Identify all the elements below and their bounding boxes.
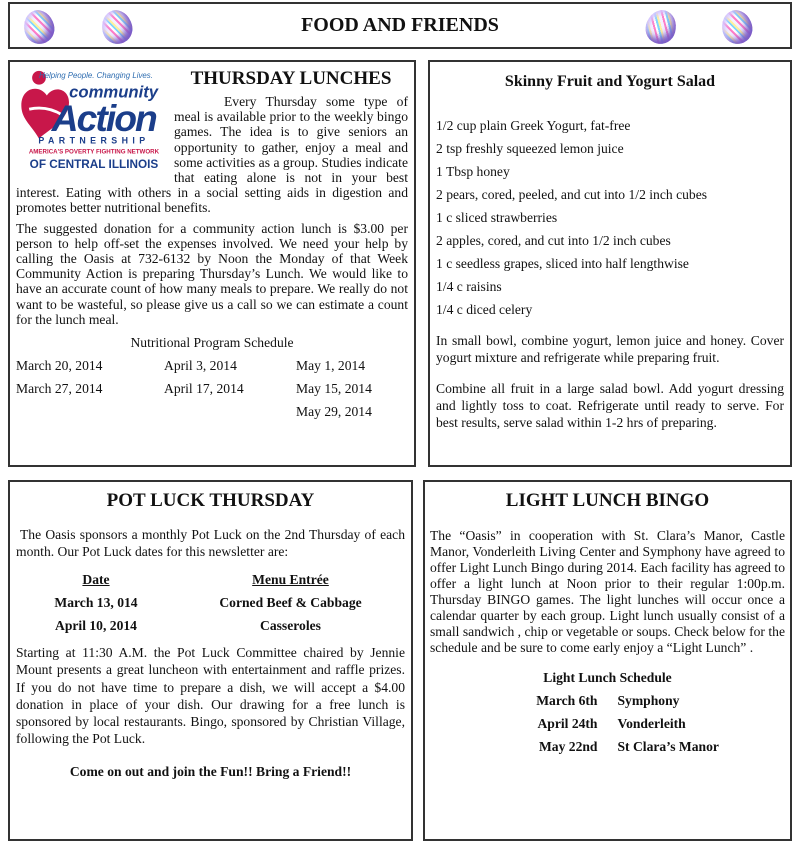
potluck-intro: The Oasis sponsors a monthly Pot Luck on the 2nd Thursday of each month. Our Pot Luck dates for this newsletter are: [16,527,405,559]
section-title: THURSDAY LUNCHES [190,68,392,89]
bingo-date: May 22nd [538,739,598,754]
ingredient: 2 tsp freshly squeezed lemon juice [436,141,624,156]
easter-egg-icon [642,7,680,48]
schedule-title: Light Lunch Schedule [543,670,672,685]
svg-text:Helping People. Changing Lives: Helping People. Changing Lives. [39,70,153,80]
recipe-step: Combine all fruit in a large salad bowl. Add yogurt dressing and lightly toss to coat. Refrigerate until ready to serve. For best results, serve salad within 1-2 hrs of preparing. [436,381,784,430]
schedule-date: May 29, 2014 [296,404,372,420]
potluck-closing: Come on out and join the Fun!! Bring a Friend!! [69,763,352,779]
schedule-date: April 17, 2014 [164,381,244,397]
potluck-body: Starting at 11:30 A.M. the Pot Luck Committee chaired by Jennie Mount presents a great luncheon with entertainment and raffle prizes. If you do not have time to prepare a dish, we will accept a $4.00 donation in place of your dish. Our drawing for a free lunch is sponsored by local restaurants. Bingo, sponsored by Christian Village, following the Pot Luck. [16,645,405,747]
schedule-date: March 27, 2014 [16,381,103,397]
date-header: Date [82,572,110,587]
section-title: POT LUCK THURSDAY [106,490,315,511]
schedule-date: May 1, 2014 [296,358,366,374]
ingredient: 1 c seedless grapes, sliced into half lengthwise [436,256,689,271]
easter-egg-icon [718,7,756,48]
schedule-title: Nutritional Program Schedule [130,335,294,351]
ingredient: 1/2 cup plain Greek Yogurt, fat-free [436,118,631,133]
page-title: FOOD AND FRIENDS [301,14,499,36]
svg-text:community: community [69,82,159,102]
ingredient: 1 c sliced strawberries [436,210,558,225]
potluck-table [16,572,405,634]
schedule-date: March 20, 2014 [16,358,103,374]
ingredient: 2 pears, cored, peeled, and cut into 1/2 inch cubes [436,187,708,202]
recipe-title: Skinny Fruit and Yogurt Salad [504,73,716,90]
ingredient: 1/4 c diced celery [436,302,533,317]
potluck-menu: Corned Beef & Cabbage [219,595,362,610]
potluck-date: March 13, 014 [54,595,138,610]
potluck-date: April 10, 2014 [55,618,137,633]
svg-text:PARTNERSHIP: PARTNERSHIP [38,135,150,146]
schedule-date: April 3, 2014 [164,358,237,374]
ingredient: 1 Tbsp honey [436,164,510,179]
schedule-date: May 15, 2014 [296,381,372,397]
svg-text:Action: Action [51,96,156,139]
recipe-step: In small bowl, combine yogurt, lemon juice and honey. Cover yogurt mixture and refrigerate while preparing fruit. [436,333,784,365]
light-lunch-bingo-section [423,480,792,841]
header-banner [8,2,792,49]
bingo-host: Symphony [617,693,680,708]
svg-text:AMERICA'S POVERTY FIGHTING NET: AMERICA'S POVERTY FIGHTING NETWORK [28,148,160,156]
bingo-date: March 6th [536,693,598,708]
schedule-table [16,358,408,420]
potluck-menu: Casseroles [260,618,321,633]
ingredient: 2 apples, cored, and cut into 1/2 inch cubes [436,233,671,248]
bingo-host: Vonderleith [617,716,686,731]
bingo-schedule [430,693,785,755]
ingredient: 1/4 c raisins [436,279,502,294]
recipe-section [428,60,792,467]
svg-text:OF CENTRAL ILLINOIS: OF CENTRAL ILLINOIS [29,158,159,172]
section-title: LIGHT LUNCH BINGO [505,490,710,511]
thursday-lunches-section [8,60,416,467]
thursday-intro: Every Thursday some type of meal is available prior to the weekly bingo games. The idea is to give seniors an opportunity to gather, enjoy a meal and some activities as a group. Studies indicate that eating alone is not in your best interest. Eating with others in a social setting aids in digestion and promotes better nutritional benefits. [16,94,408,216]
pot-luck-section [8,480,413,841]
bingo-host: St Clara’s Manor [617,739,719,754]
bingo-body: The “Oasis” in cooperation with St. Clara’s Manor, Castle Manor, Vonderleith Living Center and Symphony have agreed to offer Light Lunch Bingo during 2014. Each facility has agreed to offer a light lunch at Noon prior to their regular 1:00p.m. Thursday BINGO games. The light lunches will occur once a calendar quarter by each group. Light lunch usually consist of a small sandwich , chip or vegetable or soups. Check below for the schedule and be sure to come early enjoy a “Light Lunch” . [430,528,785,655]
menu-header: Menu Entrée [252,572,329,587]
bingo-date: April 24th [537,716,598,731]
thursday-donation: The suggested donation for a community action lunch is $3.00 per person to help off-set the expenses involved. We need your help by calling the Oasis at 732-6132 by Noon the Monday of that Week Community Action is preparing Thursday’s Lunch. We would like to have an accurate count of how many meals to prepare. We really do not want to be wasteful, so please give us a call so we can estimate a count for the lunch meal. [16,220,408,327]
community-action-logo [16,66,168,172]
